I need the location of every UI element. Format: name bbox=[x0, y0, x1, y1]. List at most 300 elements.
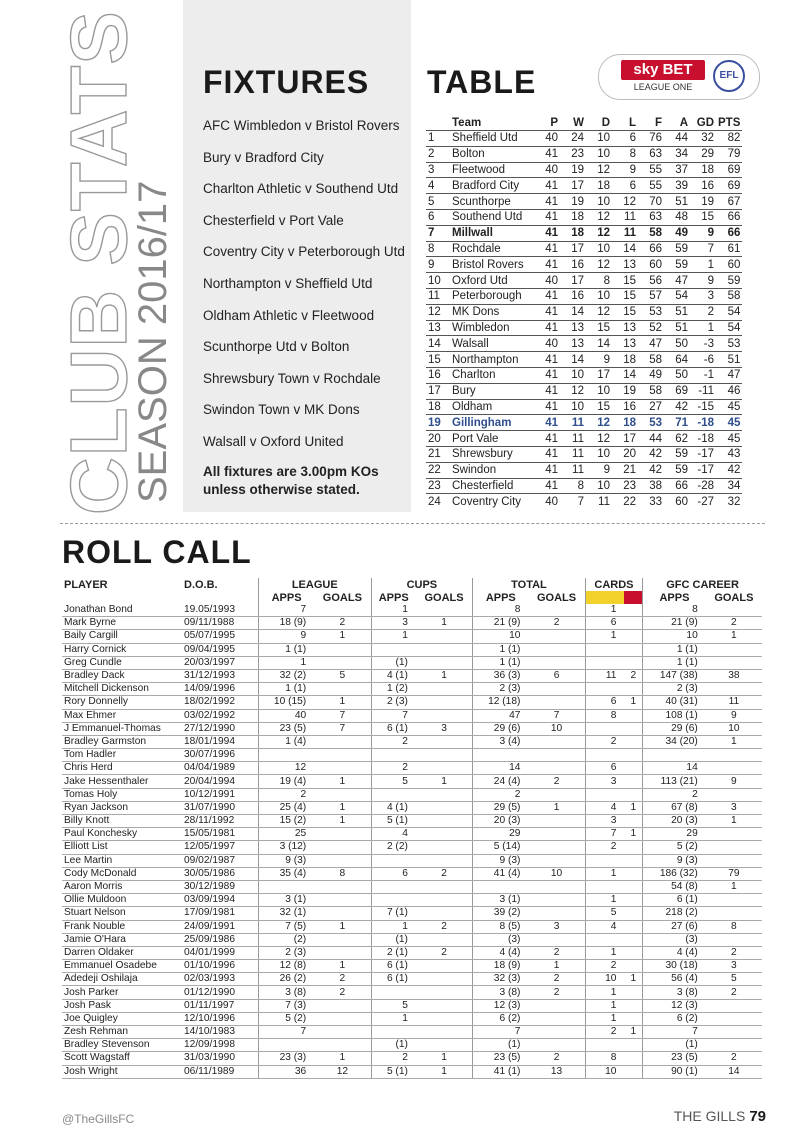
fixture-item: Oldham Athletic v Fleetwood bbox=[203, 307, 375, 323]
player-name: Emmanuel Osadebe bbox=[62, 960, 182, 973]
stat-cell: 1 bbox=[706, 630, 762, 643]
stat-cell: 17 bbox=[560, 178, 586, 194]
table-row bbox=[426, 225, 742, 241]
stat-cell: 5 bbox=[585, 907, 624, 920]
stat-cell: 12 bbox=[586, 304, 612, 320]
stat-cell: 41 bbox=[534, 209, 560, 225]
stat-cell: 1 bbox=[585, 999, 624, 1012]
dob-cell: 28/11/1992 bbox=[182, 815, 259, 828]
stat-cell: 2 bbox=[528, 775, 585, 788]
stat-cell bbox=[416, 933, 473, 946]
stat-cell bbox=[314, 894, 371, 907]
dob-cell: 31/03/1990 bbox=[182, 1052, 259, 1065]
player-name: Max Ehmer bbox=[62, 709, 182, 722]
stat-cell bbox=[706, 854, 762, 867]
stat-cell: 66 bbox=[716, 209, 742, 225]
stat-cell bbox=[416, 828, 473, 841]
stat-cell: 19 bbox=[690, 194, 716, 210]
stat-cell: 15 bbox=[612, 288, 638, 304]
stat-cell: 1 bbox=[624, 1026, 642, 1039]
stat-cell: 1 bbox=[314, 815, 371, 828]
stat-cell: 14 bbox=[612, 367, 638, 383]
stat-cell: 32 bbox=[716, 494, 742, 509]
stat-cell bbox=[706, 999, 762, 1012]
stat-cell: 10 bbox=[586, 478, 612, 494]
stat-cell bbox=[706, 894, 762, 907]
stat-cell: 22 bbox=[612, 494, 638, 509]
stat-cell: 12 (3) bbox=[643, 999, 706, 1012]
stat-cell: 60 bbox=[664, 494, 690, 509]
stat-cell: 4 (1) bbox=[371, 669, 416, 682]
player-row bbox=[62, 788, 762, 801]
sky-bet-logo: sky BET bbox=[621, 60, 705, 80]
player-row bbox=[62, 749, 762, 762]
stat-cell: 53 bbox=[716, 336, 742, 352]
dob-cell: 18/02/1992 bbox=[182, 696, 259, 709]
stat-cell bbox=[416, 960, 473, 973]
stat-cell: 41 bbox=[534, 320, 560, 336]
stat-cell bbox=[473, 749, 529, 762]
stat-cell bbox=[416, 894, 473, 907]
stat-cell: 12 bbox=[259, 762, 315, 775]
group-header: PLAYER bbox=[64, 578, 108, 591]
stat-cell: 32 (2) bbox=[259, 669, 315, 682]
stat-cell: 1 (1) bbox=[473, 656, 529, 669]
stat-cell: 66 bbox=[638, 241, 664, 257]
player-name: Aaron Morris bbox=[62, 880, 182, 893]
player-row bbox=[62, 643, 762, 656]
stat-cell: 25 (4) bbox=[259, 801, 315, 814]
stat-cell bbox=[371, 854, 416, 867]
fixture-item: Charlton Athletic v Southend Utd bbox=[203, 181, 399, 197]
stat-cell: 1 (1) bbox=[259, 643, 315, 656]
table-row bbox=[426, 415, 742, 431]
stat-cell: 41 bbox=[534, 288, 560, 304]
stat-cell: 10 bbox=[586, 146, 612, 162]
stat-cell: 8 bbox=[585, 709, 624, 722]
stat-cell: 7 bbox=[643, 1026, 706, 1039]
stat-cell: 1 bbox=[624, 801, 642, 814]
player-row bbox=[62, 735, 762, 748]
stat-cell: 1 (4) bbox=[259, 735, 315, 748]
player-row bbox=[62, 946, 762, 959]
table-row bbox=[426, 209, 742, 225]
dob-cell: 01/11/1997 bbox=[182, 999, 259, 1012]
stat-cell bbox=[416, 986, 473, 999]
position-cell: 6 bbox=[426, 209, 448, 225]
stat-cell bbox=[624, 722, 642, 735]
fixture-item: AFC Wimbledon v Bristol Rovers bbox=[203, 118, 400, 133]
stat-cell: -27 bbox=[690, 494, 716, 509]
position-cell: 17 bbox=[426, 383, 448, 399]
stat-cell: 1 bbox=[416, 1052, 473, 1065]
position-cell: 21 bbox=[426, 446, 448, 462]
stat-cell: 12 (18) bbox=[473, 696, 529, 709]
table-row bbox=[426, 399, 742, 415]
stat-cell: 67 (8) bbox=[643, 801, 706, 814]
stat-cell: 42 bbox=[664, 399, 690, 415]
stat-cell: 10 bbox=[586, 131, 612, 147]
stat-cell: 41 bbox=[534, 367, 560, 383]
stat-cell: 1 bbox=[706, 735, 762, 748]
player-name: Adedeji Oshilaja bbox=[62, 973, 182, 986]
stat-cell: 12 bbox=[586, 162, 612, 178]
sub-header: GOALS bbox=[424, 591, 464, 604]
dob-cell: 05/07/1995 bbox=[182, 630, 259, 643]
stat-cell: 12 bbox=[314, 1065, 371, 1078]
stat-cell: 41 bbox=[534, 304, 560, 320]
stat-cell: 2 bbox=[706, 946, 762, 959]
stat-cell: 4 (4) bbox=[473, 946, 529, 959]
player-row bbox=[62, 986, 762, 999]
stat-cell: 41 bbox=[534, 241, 560, 257]
player-name: Mark Byrne bbox=[62, 617, 182, 630]
dob-cell: 31/07/1990 bbox=[182, 801, 259, 814]
player-name: Stuart Nelson bbox=[62, 907, 182, 920]
stat-cell: 11 bbox=[560, 462, 586, 478]
stat-cell: 6 (2) bbox=[473, 1012, 529, 1025]
stat-cell bbox=[314, 788, 371, 801]
player-row bbox=[62, 656, 762, 669]
stat-cell: 34 bbox=[664, 146, 690, 162]
stat-cell: 13 bbox=[560, 336, 586, 352]
stat-cell: 54 bbox=[716, 304, 742, 320]
stat-cell: 10 bbox=[473, 630, 529, 643]
stat-cell bbox=[528, 1026, 585, 1039]
table-row bbox=[426, 383, 742, 399]
stat-cell: 15 bbox=[612, 304, 638, 320]
player-row bbox=[62, 683, 762, 696]
player-name: Darren Oldaker bbox=[62, 946, 182, 959]
efl-logo: EFL bbox=[713, 60, 745, 92]
stat-cell bbox=[624, 775, 642, 788]
stat-cell: 23 (3) bbox=[259, 1052, 315, 1065]
stat-cell: 64 bbox=[664, 352, 690, 368]
stat-cell bbox=[585, 933, 624, 946]
team-cell: Coventry City bbox=[448, 494, 534, 509]
stat-cell bbox=[416, 1039, 473, 1052]
stat-cell: 1 bbox=[314, 696, 371, 709]
stat-cell: 3 (8) bbox=[473, 986, 529, 999]
stat-cell bbox=[314, 880, 371, 893]
table-row bbox=[426, 367, 742, 383]
stat-cell: 3 (12) bbox=[259, 841, 315, 854]
player-name: Cody McDonald bbox=[62, 867, 182, 880]
stat-cell: 7 bbox=[371, 709, 416, 722]
stat-cell: 11 bbox=[612, 225, 638, 241]
table-title: TABLE bbox=[427, 64, 537, 100]
stat-cell: 11 bbox=[706, 696, 762, 709]
position-cell: 5 bbox=[426, 194, 448, 210]
position-cell: 8 bbox=[426, 241, 448, 257]
stat-cell: 6 bbox=[585, 617, 624, 630]
stat-cell: -18 bbox=[690, 415, 716, 431]
player-name: J Emmanuel-Thomas bbox=[62, 722, 182, 735]
stat-cell: 45 bbox=[716, 399, 742, 415]
stat-cell: 4 (4) bbox=[643, 946, 706, 959]
stat-cell: 2 bbox=[528, 973, 585, 986]
stat-cell: 1 (1) bbox=[473, 643, 529, 656]
stat-cell: 71 bbox=[664, 415, 690, 431]
stat-cell bbox=[624, 894, 642, 907]
stat-cell bbox=[528, 604, 585, 617]
stat-cell: 23 (5) bbox=[473, 1052, 529, 1065]
stat-cell: 13 bbox=[612, 336, 638, 352]
stat-cell bbox=[585, 722, 624, 735]
stat-cell bbox=[624, 709, 642, 722]
dob-cell: 06/11/1989 bbox=[182, 1065, 259, 1078]
stat-cell: 6 (1) bbox=[371, 973, 416, 986]
player-name: Elliott List bbox=[62, 841, 182, 854]
stat-cell: 24 bbox=[560, 131, 586, 147]
side-title: CLUB STATS bbox=[54, 10, 143, 515]
stat-cell: 29 (6) bbox=[473, 722, 529, 735]
player-row bbox=[62, 1065, 762, 1078]
stat-cell bbox=[643, 749, 706, 762]
player-row bbox=[62, 920, 762, 933]
stat-cell: 2 bbox=[371, 735, 416, 748]
team-cell: Bolton bbox=[448, 146, 534, 162]
stat-cell: 2 bbox=[314, 986, 371, 999]
sub-header: GOALS bbox=[714, 591, 754, 604]
fixture-item: Shrewsbury Town v Rochdale bbox=[203, 370, 381, 386]
stat-cell: 10 bbox=[586, 446, 612, 462]
stat-cell: 55 bbox=[638, 178, 664, 194]
stat-cell: 18 bbox=[586, 178, 612, 194]
stat-cell: 17 bbox=[560, 241, 586, 257]
stat-cell: 1 bbox=[371, 604, 416, 617]
stat-cell: 61 bbox=[716, 241, 742, 257]
dob-cell: 09/11/1988 bbox=[182, 617, 259, 630]
stat-cell: 16 bbox=[560, 257, 586, 273]
player-row bbox=[62, 1052, 762, 1065]
stat-cell: 59 bbox=[664, 446, 690, 462]
stat-cell: 60 bbox=[638, 257, 664, 273]
stat-cell: 3 bbox=[706, 801, 762, 814]
stat-cell: 1 bbox=[314, 920, 371, 933]
stat-cell: 69 bbox=[716, 178, 742, 194]
stat-cell bbox=[528, 696, 585, 709]
table-row bbox=[426, 241, 742, 257]
stat-cell: 41 bbox=[534, 352, 560, 368]
player-name: Jake Hessenthaler bbox=[62, 775, 182, 788]
fixture-item: Bury v Bradford City bbox=[203, 149, 324, 165]
stat-cell: 1 (1) bbox=[259, 683, 315, 696]
stat-cell: 54 bbox=[664, 288, 690, 304]
stat-cell: 47 bbox=[664, 273, 690, 289]
stat-cell: 1 bbox=[371, 920, 416, 933]
stat-cell bbox=[416, 630, 473, 643]
stat-cell: 3 (8) bbox=[643, 986, 706, 999]
stat-cell: 50 bbox=[664, 336, 690, 352]
stat-cell bbox=[314, 643, 371, 656]
stat-cell: 15 bbox=[586, 399, 612, 415]
stat-cell bbox=[314, 762, 371, 775]
side-subtitle: SEASON 2016/17 bbox=[131, 180, 175, 503]
player-row bbox=[62, 669, 762, 682]
stat-cell bbox=[624, 841, 642, 854]
dob-cell: 25/09/1986 bbox=[182, 933, 259, 946]
page-footer bbox=[674, 1108, 766, 1125]
stat-cell: 41 bbox=[534, 478, 560, 494]
stat-cell bbox=[706, 683, 762, 696]
team-cell: Port Vale bbox=[448, 431, 534, 447]
stat-cell: 6 bbox=[612, 131, 638, 147]
stat-cell bbox=[416, 749, 473, 762]
stat-cell: 2 (1) bbox=[371, 946, 416, 959]
player-name: Joe Quigley bbox=[62, 1012, 182, 1025]
stat-cell: 2 bbox=[528, 1052, 585, 1065]
stat-cell: 41 bbox=[534, 383, 560, 399]
stat-cell: 1 bbox=[690, 320, 716, 336]
stat-cell: 14 bbox=[560, 352, 586, 368]
stat-cell: 1 bbox=[624, 973, 642, 986]
stat-cell: 18 bbox=[690, 162, 716, 178]
stat-cell: 48 bbox=[664, 209, 690, 225]
stat-cell: 11 bbox=[560, 431, 586, 447]
stat-cell: 79 bbox=[706, 867, 762, 880]
stat-cell: 2 (3) bbox=[473, 683, 529, 696]
stat-cell: 15 (2) bbox=[259, 815, 315, 828]
table-row bbox=[426, 304, 742, 320]
position-cell: 4 bbox=[426, 178, 448, 194]
stat-cell: 1 bbox=[371, 630, 416, 643]
dob-cell: 27/12/1990 bbox=[182, 722, 259, 735]
stat-cell: 9 bbox=[586, 352, 612, 368]
stat-cell: 34 (20) bbox=[643, 735, 706, 748]
stat-cell bbox=[314, 1012, 371, 1025]
stat-cell: 11 bbox=[612, 209, 638, 225]
stat-cell: 10 bbox=[706, 722, 762, 735]
stat-cell: 58 bbox=[638, 225, 664, 241]
stat-cell bbox=[314, 1039, 371, 1052]
page-number: 79 bbox=[749, 1108, 766, 1125]
stat-cell bbox=[585, 880, 624, 893]
stat-cell: 69 bbox=[664, 383, 690, 399]
stat-cell: 17 bbox=[560, 273, 586, 289]
sponsor-badge bbox=[598, 54, 760, 100]
team-cell: Bury bbox=[448, 383, 534, 399]
fixture-item: Chesterfield v Port Vale bbox=[203, 212, 344, 228]
stat-cell: 4 bbox=[585, 801, 624, 814]
position-cell: 12 bbox=[426, 304, 448, 320]
stat-cell bbox=[706, 604, 762, 617]
player-name: Greg Cundle bbox=[62, 656, 182, 669]
stat-cell: 10 bbox=[560, 399, 586, 415]
roll-call-title: ROLL CALL bbox=[62, 534, 252, 570]
stat-cell: 1 bbox=[585, 604, 624, 617]
team-cell: Bristol Rovers bbox=[448, 257, 534, 273]
stat-cell bbox=[416, 696, 473, 709]
stat-cell bbox=[371, 894, 416, 907]
stat-cell: 18 (9) bbox=[473, 960, 529, 973]
player-row bbox=[62, 973, 762, 986]
stat-cell: 45 bbox=[716, 415, 742, 431]
player-row bbox=[62, 907, 762, 920]
dob-cell: 09/02/1987 bbox=[182, 854, 259, 867]
stat-cell bbox=[416, 841, 473, 854]
stat-cell bbox=[624, 643, 642, 656]
stat-cell: 38 bbox=[706, 669, 762, 682]
dob-cell: 10/12/1991 bbox=[182, 788, 259, 801]
stat-cell bbox=[416, 1026, 473, 1039]
stat-cell: 8 bbox=[314, 867, 371, 880]
stat-cell: (1) bbox=[371, 1039, 416, 1052]
stat-cell: (1) bbox=[371, 656, 416, 669]
stat-cell: 8 (5) bbox=[473, 920, 529, 933]
stat-cell: 1 bbox=[624, 828, 642, 841]
stat-cell: 39 (2) bbox=[473, 907, 529, 920]
player-row bbox=[62, 815, 762, 828]
player-name: Bradley Dack bbox=[62, 669, 182, 682]
stat-cell: 4 bbox=[371, 828, 416, 841]
stat-cell: 41 bbox=[534, 415, 560, 431]
stat-cell bbox=[624, 867, 642, 880]
player-name: Tomas Holy bbox=[62, 788, 182, 801]
player-row bbox=[62, 1012, 762, 1025]
stat-cell bbox=[259, 880, 315, 893]
col-header: W bbox=[573, 117, 584, 129]
dob-cell: 24/09/1991 bbox=[182, 920, 259, 933]
stat-cell: 35 (4) bbox=[259, 867, 315, 880]
table-row bbox=[426, 178, 742, 194]
stat-cell bbox=[706, 907, 762, 920]
table-row bbox=[426, 257, 742, 273]
stat-cell: 10 bbox=[586, 288, 612, 304]
stat-cell: 2 (3) bbox=[259, 946, 315, 959]
stat-cell: 29 bbox=[473, 828, 529, 841]
stat-cell: 47 bbox=[473, 709, 529, 722]
stat-cell: 41 bbox=[534, 446, 560, 462]
stat-cell bbox=[528, 656, 585, 669]
stat-cell: 25 bbox=[259, 828, 315, 841]
position-cell: 22 bbox=[426, 462, 448, 478]
stat-cell: 41 bbox=[534, 399, 560, 415]
fixture-item: Northampton v Sheffield Utd bbox=[203, 275, 373, 291]
stat-cell: 2 bbox=[585, 960, 624, 973]
player-row bbox=[62, 1026, 762, 1039]
table-row bbox=[426, 462, 742, 478]
stat-cell: 5 bbox=[706, 973, 762, 986]
player-name: Paul Konchesky bbox=[62, 828, 182, 841]
table-row bbox=[426, 194, 742, 210]
stat-cell: 9 bbox=[706, 709, 762, 722]
stat-cell bbox=[314, 946, 371, 959]
position-cell: 23 bbox=[426, 478, 448, 494]
col-header: PTS bbox=[718, 117, 741, 129]
stat-cell bbox=[314, 749, 371, 762]
stat-cell: 40 bbox=[534, 336, 560, 352]
stat-cell: 3 (1) bbox=[473, 894, 529, 907]
player-row bbox=[62, 604, 762, 617]
stat-cell bbox=[314, 854, 371, 867]
stat-cell: 10 bbox=[643, 630, 706, 643]
stat-cell: 2 bbox=[259, 788, 315, 801]
stat-cell: 62 bbox=[664, 431, 690, 447]
stat-cell: 36 bbox=[259, 1065, 315, 1078]
stat-cell: -3 bbox=[690, 336, 716, 352]
stat-cell: 38 bbox=[638, 478, 664, 494]
stat-cell bbox=[371, 749, 416, 762]
stat-cell: 8 bbox=[643, 604, 706, 617]
stat-cell: 11 bbox=[560, 446, 586, 462]
position-cell: 3 bbox=[426, 162, 448, 178]
stat-cell: 8 bbox=[585, 1052, 624, 1065]
stat-cell bbox=[528, 907, 585, 920]
player-name: Josh Parker bbox=[62, 986, 182, 999]
stat-cell: 12 bbox=[586, 209, 612, 225]
stat-cell: 6 bbox=[371, 867, 416, 880]
